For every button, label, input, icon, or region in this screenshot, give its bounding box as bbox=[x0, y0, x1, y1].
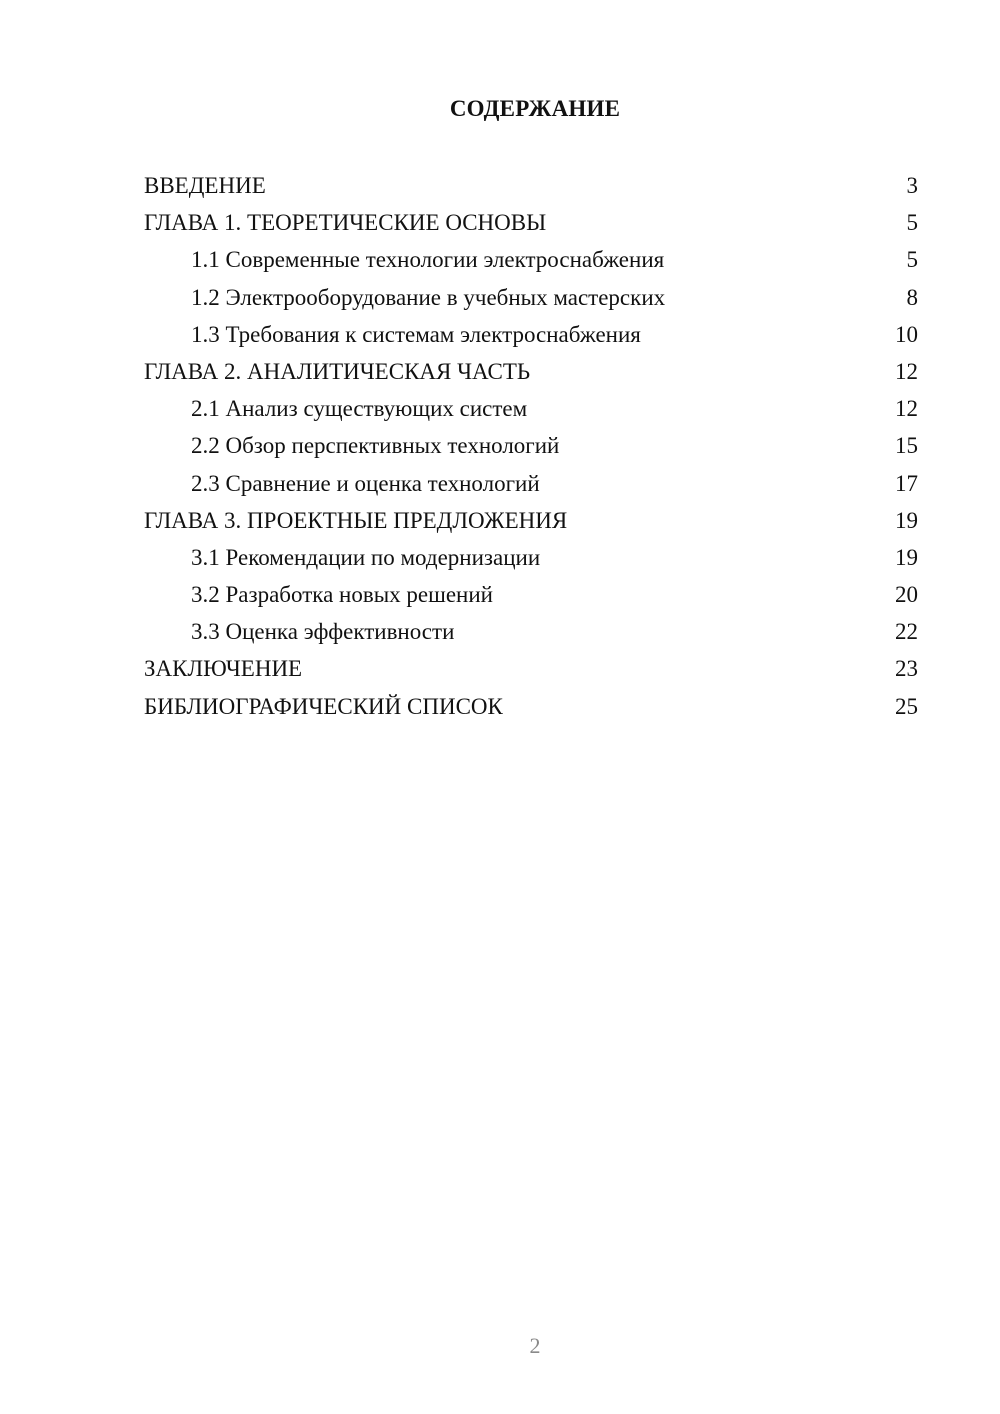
toc-entry-label: 1.1 Современные технологии электроснабжения bbox=[191, 247, 665, 273]
toc-entry-section-1-2[interactable] bbox=[144, 279, 918, 316]
toc-entry-label: 3.1 Рекомендации по модернизации bbox=[191, 544, 541, 570]
toc-entry-section-3-3[interactable] bbox=[144, 613, 918, 650]
toc-entry-section-2-1[interactable] bbox=[144, 390, 918, 427]
toc-entry-page: 8 bbox=[906, 284, 918, 310]
toc-entry-label: ГЛАВА 3. ПРОЕКТНЫЕ ПРЕДЛОЖЕНИЯ bbox=[144, 507, 568, 533]
toc-entry-label: БИБЛИОГРАФИЧЕСКИЙ СПИСОК bbox=[144, 693, 503, 719]
toc-entry-conclusion[interactable] bbox=[144, 650, 918, 687]
toc-entry-label: ГЛАВА 2. АНАЛИТИЧЕСКАЯ ЧАСТЬ bbox=[144, 358, 531, 384]
toc-entry-page: 5 bbox=[906, 210, 918, 236]
toc-entry-chapter-1[interactable] bbox=[144, 204, 918, 241]
toc-list bbox=[144, 167, 918, 725]
toc-entry-page: 23 bbox=[895, 656, 918, 682]
toc-entry-page: 17 bbox=[895, 470, 918, 496]
toc-entry-page: 12 bbox=[895, 358, 918, 384]
toc-entry-label: 2.3 Сравнение и оценка технологий bbox=[191, 470, 540, 496]
toc-entry-section-3-1[interactable] bbox=[144, 539, 918, 576]
toc-entry-label: ЗАКЛЮЧЕНИЕ bbox=[144, 656, 303, 682]
toc-entry-page: 15 bbox=[895, 433, 918, 459]
toc-entry-section-2-2[interactable] bbox=[144, 427, 918, 464]
toc-entry-label: 2.1 Анализ существующих систем bbox=[191, 396, 528, 422]
toc-entry-introduction[interactable] bbox=[144, 167, 918, 204]
toc-entry-page: 25 bbox=[895, 693, 918, 719]
toc-entry-section-1-3[interactable] bbox=[144, 316, 918, 353]
toc-entry-chapter-3[interactable] bbox=[144, 502, 918, 539]
toc-entry-page: 22 bbox=[895, 619, 918, 645]
toc-entry-label: 3.3 Оценка эффективности bbox=[191, 619, 455, 645]
toc-title: СОДЕРЖАНИЕ bbox=[449, 96, 621, 121]
toc-entry-bibliography[interactable] bbox=[144, 688, 918, 725]
toc-entry-label: 2.2 Обзор перспективных технологий bbox=[191, 433, 560, 459]
toc-entry-section-3-2[interactable] bbox=[144, 576, 918, 613]
toc-entry-label: 1.2 Электрооборудование в учебных мастерских bbox=[191, 284, 666, 310]
toc-entry-label: 3.2 Разработка новых решений bbox=[191, 582, 493, 608]
toc-entry-section-2-3[interactable] bbox=[144, 465, 918, 502]
toc-entry-label: ГЛАВА 1. ТЕОРЕТИЧЕСКИЕ ОСНОВЫ bbox=[144, 210, 547, 236]
page-number: 2 bbox=[529, 1333, 541, 1358]
toc-entry-page: 5 bbox=[906, 247, 918, 273]
toc-entry-chapter-2[interactable] bbox=[144, 353, 918, 390]
toc-entry-label: ВВЕДЕНИЕ bbox=[144, 173, 266, 198]
toc-entry-section-1-1[interactable] bbox=[144, 241, 918, 278]
toc-entry-page: 19 bbox=[895, 507, 918, 533]
toc-entry-page: 19 bbox=[895, 544, 918, 570]
toc-entry-page: 12 bbox=[895, 396, 918, 422]
toc-entry-label: 1.3 Требования к системам электроснабжения bbox=[191, 321, 641, 347]
toc-entry-page: 3 bbox=[906, 173, 918, 198]
toc-entry-page: 10 bbox=[895, 321, 918, 347]
toc-entry-page: 20 bbox=[895, 582, 918, 608]
